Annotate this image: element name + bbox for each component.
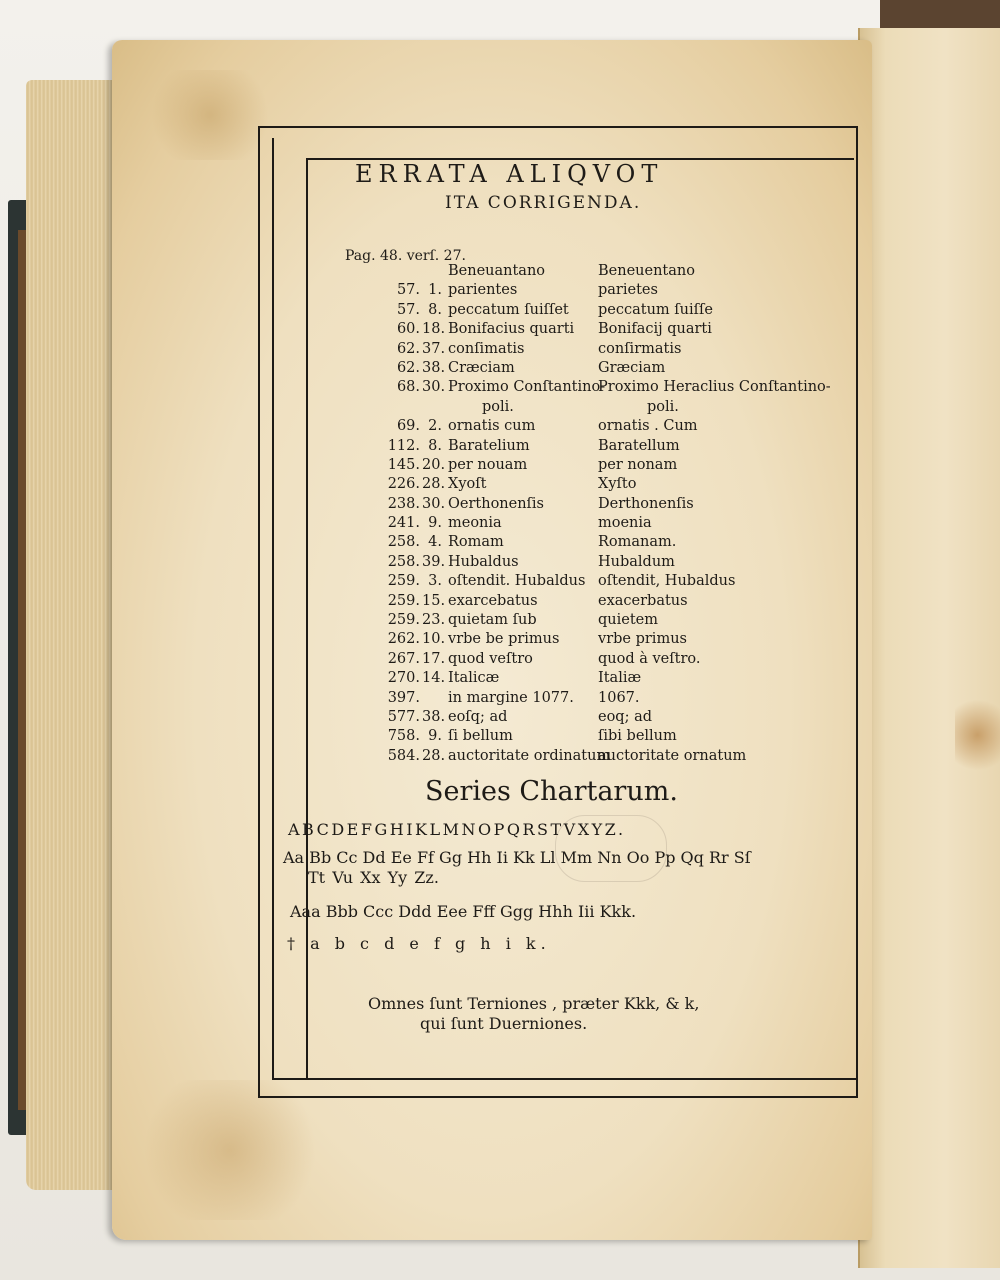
errata-page: 584.	[387, 747, 420, 764]
errata-line: 8.	[428, 301, 442, 318]
errata-wrong: quietam ſub	[448, 612, 537, 629]
errata-correct: quietem	[598, 612, 658, 629]
errata-wrong: vrbe be primus	[448, 631, 560, 648]
errata-row	[330, 456, 850, 475]
errata-correct: exacerbatus	[598, 592, 688, 609]
errata-line: 23.	[422, 612, 446, 629]
errata-wrong: Romam	[448, 534, 504, 551]
page-reference: Pag. 48. verſ. 27.	[345, 248, 466, 264]
errata-wrong: auctoritate ordinatum	[448, 747, 611, 764]
errata-correct: peccatum ſuiſſe	[598, 301, 713, 318]
errata-row	[330, 650, 850, 669]
errata-correct: ſibi bellum	[598, 728, 677, 745]
errata-page: 259.	[387, 592, 420, 609]
errata-line: 1.	[428, 282, 442, 299]
errata-subtitle: ITA CORRIGENDA.	[445, 193, 642, 213]
errata-correct: eoq; ad	[598, 708, 653, 725]
errata-page: 238.	[387, 495, 420, 512]
errata-line: 4.	[428, 534, 442, 551]
errata-row	[330, 689, 850, 708]
errata-line: 14.	[422, 670, 446, 687]
errata-row	[330, 572, 850, 591]
errata-correct: Xyſto	[598, 476, 637, 493]
errata-page: 259.	[387, 573, 420, 590]
errata-correct: Italiæ	[598, 670, 642, 687]
errata-correct: Baratellum	[598, 437, 680, 454]
errata-correct: Hubaldum	[598, 553, 675, 570]
errata-row	[330, 514, 850, 533]
series-lowercase: † a b c d e f g h i k.	[287, 934, 551, 953]
errata-correct: quod à veſtro.	[598, 650, 701, 667]
errata-correct: Proximo Heraclius Conſtantino-	[598, 379, 831, 396]
errata-correct: Derthonenſis	[598, 495, 694, 512]
errata-row	[330, 495, 850, 514]
errata-row	[330, 281, 850, 300]
errata-page: 62.	[396, 340, 420, 357]
errata-line: 3.	[428, 573, 442, 590]
errata-line: 2.	[428, 418, 442, 435]
errata-wrong: per nouam	[448, 456, 528, 473]
errata-row	[330, 437, 850, 456]
errata-row	[330, 359, 850, 378]
errata-wrong: ornatis cum	[448, 418, 536, 435]
errata-correct: Græciam	[598, 359, 666, 376]
errata-line: 10.	[422, 631, 446, 648]
errata-table	[330, 262, 850, 766]
errata-line: 17.	[422, 650, 446, 667]
errata-line: 28.	[422, 476, 446, 493]
collation-note-line2: qui ſunt Duerniones.	[420, 1014, 588, 1033]
series-pairs-line1: Aa Bb Cc Dd Ee Ff Gg Hh Ii Kk Ll Mm Nn Oo Pp Qq Rr Sſ	[283, 848, 751, 867]
series-title: Series Chartarum.	[425, 776, 678, 807]
errata-page: 270.	[387, 670, 420, 687]
errata-row	[330, 398, 850, 417]
errata-wrong: exarcebatus	[448, 592, 538, 609]
errata-page: 262.	[387, 631, 420, 648]
errata-correct: auctoritate ornatum	[598, 747, 747, 764]
errata-page: 226.	[387, 476, 420, 493]
errata-wrong: Cræciam	[448, 359, 515, 376]
errata-line: 30.	[422, 379, 446, 396]
errata-page: 258.	[387, 534, 420, 551]
errata-correct: 1067.	[598, 689, 640, 706]
errata-wrong: Beneuantano	[448, 263, 546, 279]
errata-wrong: eoſq; ad	[448, 708, 508, 725]
errata-wrong: in margine 1077.	[448, 689, 574, 706]
errata-wrong: parientes	[448, 282, 518, 299]
errata-page: 60.	[396, 321, 420, 338]
errata-line: 39.	[422, 553, 446, 570]
errata-wrong-continuation: poli.	[482, 398, 514, 415]
errata-line: 9.	[428, 728, 442, 745]
errata-line: 28.	[422, 747, 446, 764]
errata-wrong: oſtendit. Hubaldus	[448, 573, 586, 590]
errata-row	[330, 611, 850, 630]
errata-wrong: Bonifacius quarti	[448, 321, 575, 338]
facing-page-stain	[955, 690, 1000, 780]
errata-title: ERRATA ALIQVOT	[355, 160, 664, 188]
errata-line: 37.	[422, 340, 446, 357]
errata-row	[330, 378, 850, 397]
errata-page: 112.	[387, 437, 420, 454]
series-triples: Aaa Bbb Ccc Ddd Eee Fff Ggg Hhh Iii Kkk.	[290, 902, 637, 921]
errata-page: 258.	[387, 553, 420, 570]
errata-correct: conſirmatis	[598, 340, 682, 357]
errata-correct: oſtendit, Hubaldus	[598, 573, 736, 590]
errata-row	[330, 592, 850, 611]
errata-row	[330, 262, 850, 281]
errata-line: 9.	[428, 515, 442, 532]
errata-wrong: Hubaldus	[448, 553, 519, 570]
errata-page: 259.	[387, 612, 420, 629]
errata-wrong: ſi bellum	[448, 728, 513, 745]
errata-page: 69.	[396, 418, 420, 435]
errata-row	[330, 553, 850, 572]
errata-row	[330, 533, 850, 552]
errata-wrong: Oerthonenſis	[448, 495, 544, 512]
errata-wrong: conſimatis	[448, 340, 525, 357]
errata-row	[330, 301, 850, 320]
errata-page: 145.	[387, 456, 420, 473]
errata-correct: Bonifacij quarti	[598, 321, 712, 338]
errata-page: 68.	[396, 379, 420, 396]
errata-wrong: peccatum ſuiſſet	[448, 301, 569, 318]
errata-line: 20.	[422, 456, 446, 473]
collation-note-line1: Omnes ſunt Terniones , præter Kkk, & k,	[368, 994, 700, 1013]
errata-row	[330, 727, 850, 746]
errata-page: 577.	[387, 708, 420, 725]
errata-correct: parietes	[598, 282, 658, 299]
errata-row	[330, 669, 850, 688]
series-alphabet: ABCDEFGHIKLMNOPQRSTVXYZ.	[288, 820, 626, 839]
errata-wrong: Baratelium	[448, 437, 530, 454]
errata-row	[330, 708, 850, 727]
facing-page	[858, 28, 1000, 1268]
errata-line: 38.	[422, 708, 446, 725]
errata-correct-continuation: poli.	[647, 398, 679, 415]
errata-wrong: quod veſtro	[448, 650, 533, 667]
errata-correct: Beneuentano	[598, 263, 695, 279]
errata-line: 38.	[422, 359, 446, 376]
errata-line: 30.	[422, 495, 446, 512]
errata-page: 57.	[396, 282, 420, 299]
errata-row	[330, 475, 850, 494]
errata-correct: per nonam	[598, 456, 678, 473]
errata-page: 267.	[387, 650, 420, 667]
errata-correct: Romanam.	[598, 534, 677, 551]
errata-correct: ornatis . Cum	[598, 418, 698, 435]
errata-row	[330, 747, 850, 766]
errata-line: 18.	[422, 321, 446, 338]
errata-page: 57.	[396, 301, 420, 318]
errata-row	[330, 340, 850, 359]
page-stain-bottom	[130, 1080, 330, 1220]
errata-line: 15.	[422, 592, 446, 609]
errata-correct: moenia	[598, 515, 652, 532]
errata-row	[330, 630, 850, 649]
series-pairs-line2: Tt Vu Xx Yy Zz.	[308, 868, 439, 887]
errata-page: 758.	[387, 728, 420, 745]
errata-row	[330, 320, 850, 339]
errata-row	[330, 417, 850, 436]
errata-wrong: Italicæ	[448, 670, 500, 687]
errata-wrong: meonia	[448, 515, 502, 532]
errata-page: 241.	[387, 515, 420, 532]
errata-wrong: Xyoſt	[448, 476, 487, 493]
errata-line: 8.	[428, 437, 442, 454]
errata-page: 62.	[396, 359, 420, 376]
errata-correct: vrbe primus	[598, 631, 687, 648]
errata-wrong: Proximo Conſtantino-	[448, 379, 606, 396]
errata-page: 397.	[387, 689, 420, 706]
